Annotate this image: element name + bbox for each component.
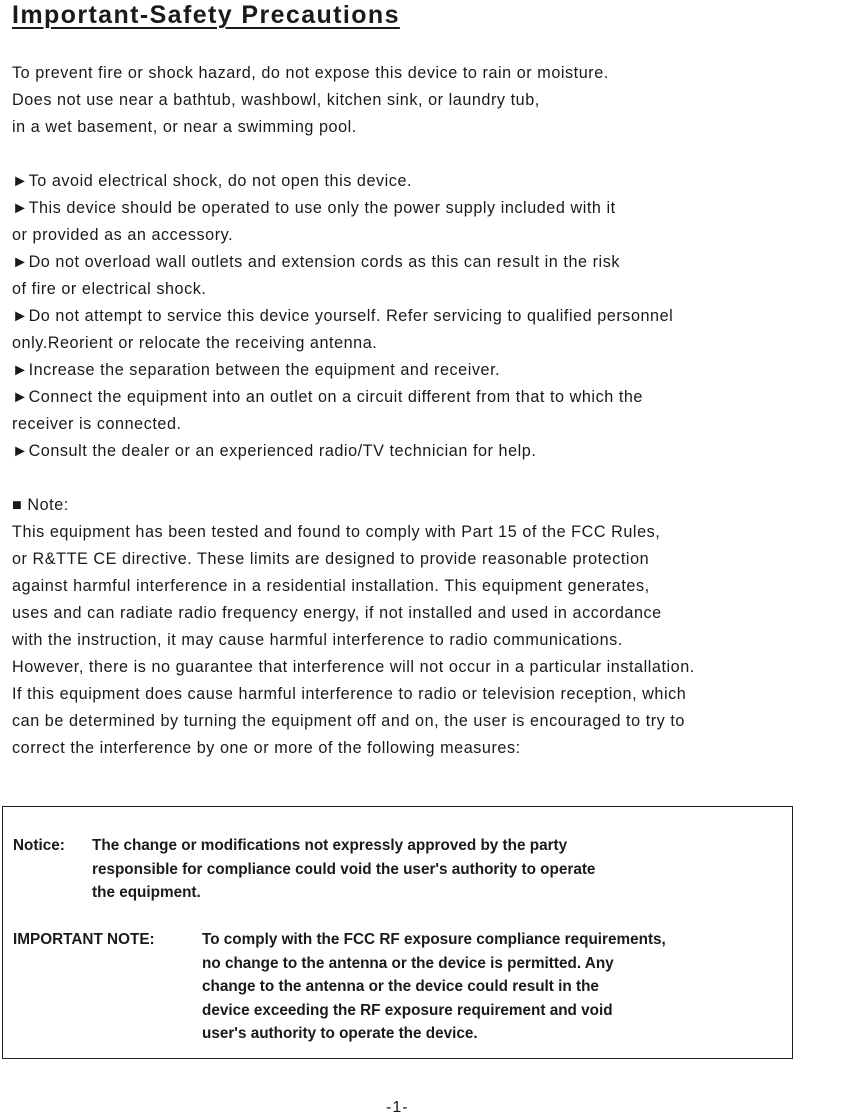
note-line: If this equipment does cause harmful interference to radio or television reception, which	[12, 685, 687, 703]
important-note-line: no change to the antenna or the device is permitted. Any	[202, 954, 614, 972]
intro-line: Does not use near a bathtub, washbowl, kitchen sink, or laundry tub,	[12, 91, 540, 109]
important-note-line: user's authority to operate the device.	[202, 1025, 478, 1042]
notice-content	[13, 834, 666, 1046]
important-note-line: device exceeding the RF exposure requirement and void	[202, 1001, 613, 1019]
notice-line: responsible for compliance could void the user's authority to operate	[92, 860, 596, 878]
precaution-line: ►Consult the dealer or an experienced radio/TV technician for help.	[12, 442, 537, 460]
important-note-label: IMPORTANT NOTE:	[13, 931, 155, 948]
note-line: or R&TTE CE directive. These limits are designed to provide reasonable protection	[12, 550, 650, 568]
precaution-line: only.Reorient or relocate the receiving antenna.	[12, 334, 378, 352]
note-line: uses and can radiate radio frequency energy, if not installed and used in accordance	[12, 604, 662, 622]
precaution-line: ►Connect the equipment into an outlet on a circuit different from that to which the	[12, 388, 643, 406]
precaution-line: ►Increase the separation between the equipment and receiver.	[12, 361, 501, 379]
important-note-line: change to the antenna or the device could result in the	[202, 978, 599, 995]
notice-line: The change or modifications not expressly approved by the party	[92, 837, 568, 854]
precaution-line: of fire or electrical shock.	[12, 280, 207, 298]
note-line: However, there is no guarantee that interference will not occur in a particular installation.	[12, 658, 695, 676]
precaution-line: ►Do not attempt to service this device yourself. Refer servicing to qualified personnel	[12, 307, 674, 325]
note-line: against harmful interference in a residential installation. This equipment generates,	[12, 577, 650, 595]
precaution-line: ►This device should be operated to use only the power supply included with it	[12, 199, 616, 217]
notice-label: Notice:	[13, 837, 65, 854]
notice-box	[2, 806, 793, 1059]
page-number: -1-	[386, 1099, 409, 1116]
precaution-line: or provided as an accessory.	[12, 226, 234, 244]
note-line: This equipment has been tested and found to comply with Part 15 of the FCC Rules,	[12, 523, 661, 541]
note-line: can be determined by turning the equipment off and on, the user is encouraged to try to	[12, 712, 685, 730]
note-heading: ■ Note:	[12, 496, 69, 514]
precaution-line: receiver is connected.	[12, 415, 182, 433]
intro-line: in a wet basement, or near a swimming pool.	[12, 118, 357, 136]
important-note-line: To comply with the FCC RF exposure compliance requirements,	[202, 931, 666, 948]
notice-line: the equipment.	[92, 884, 201, 901]
precaution-line: ►To avoid electrical shock, do not open this device.	[12, 172, 413, 190]
document-body	[12, 60, 856, 762]
precaution-line: ►Do not overload wall outlets and extension cords as this can result in the risk	[12, 253, 620, 271]
intro-line: To prevent fire or shock hazard, do not expose this device to rain or moisture.	[12, 64, 609, 82]
page-title: Important-Safety Precautions	[12, 1, 400, 29]
note-line: with the instruction, it may cause harmful interference to radio communications.	[12, 631, 623, 649]
note-line: correct the interference by one or more of the following measures:	[12, 739, 521, 757]
